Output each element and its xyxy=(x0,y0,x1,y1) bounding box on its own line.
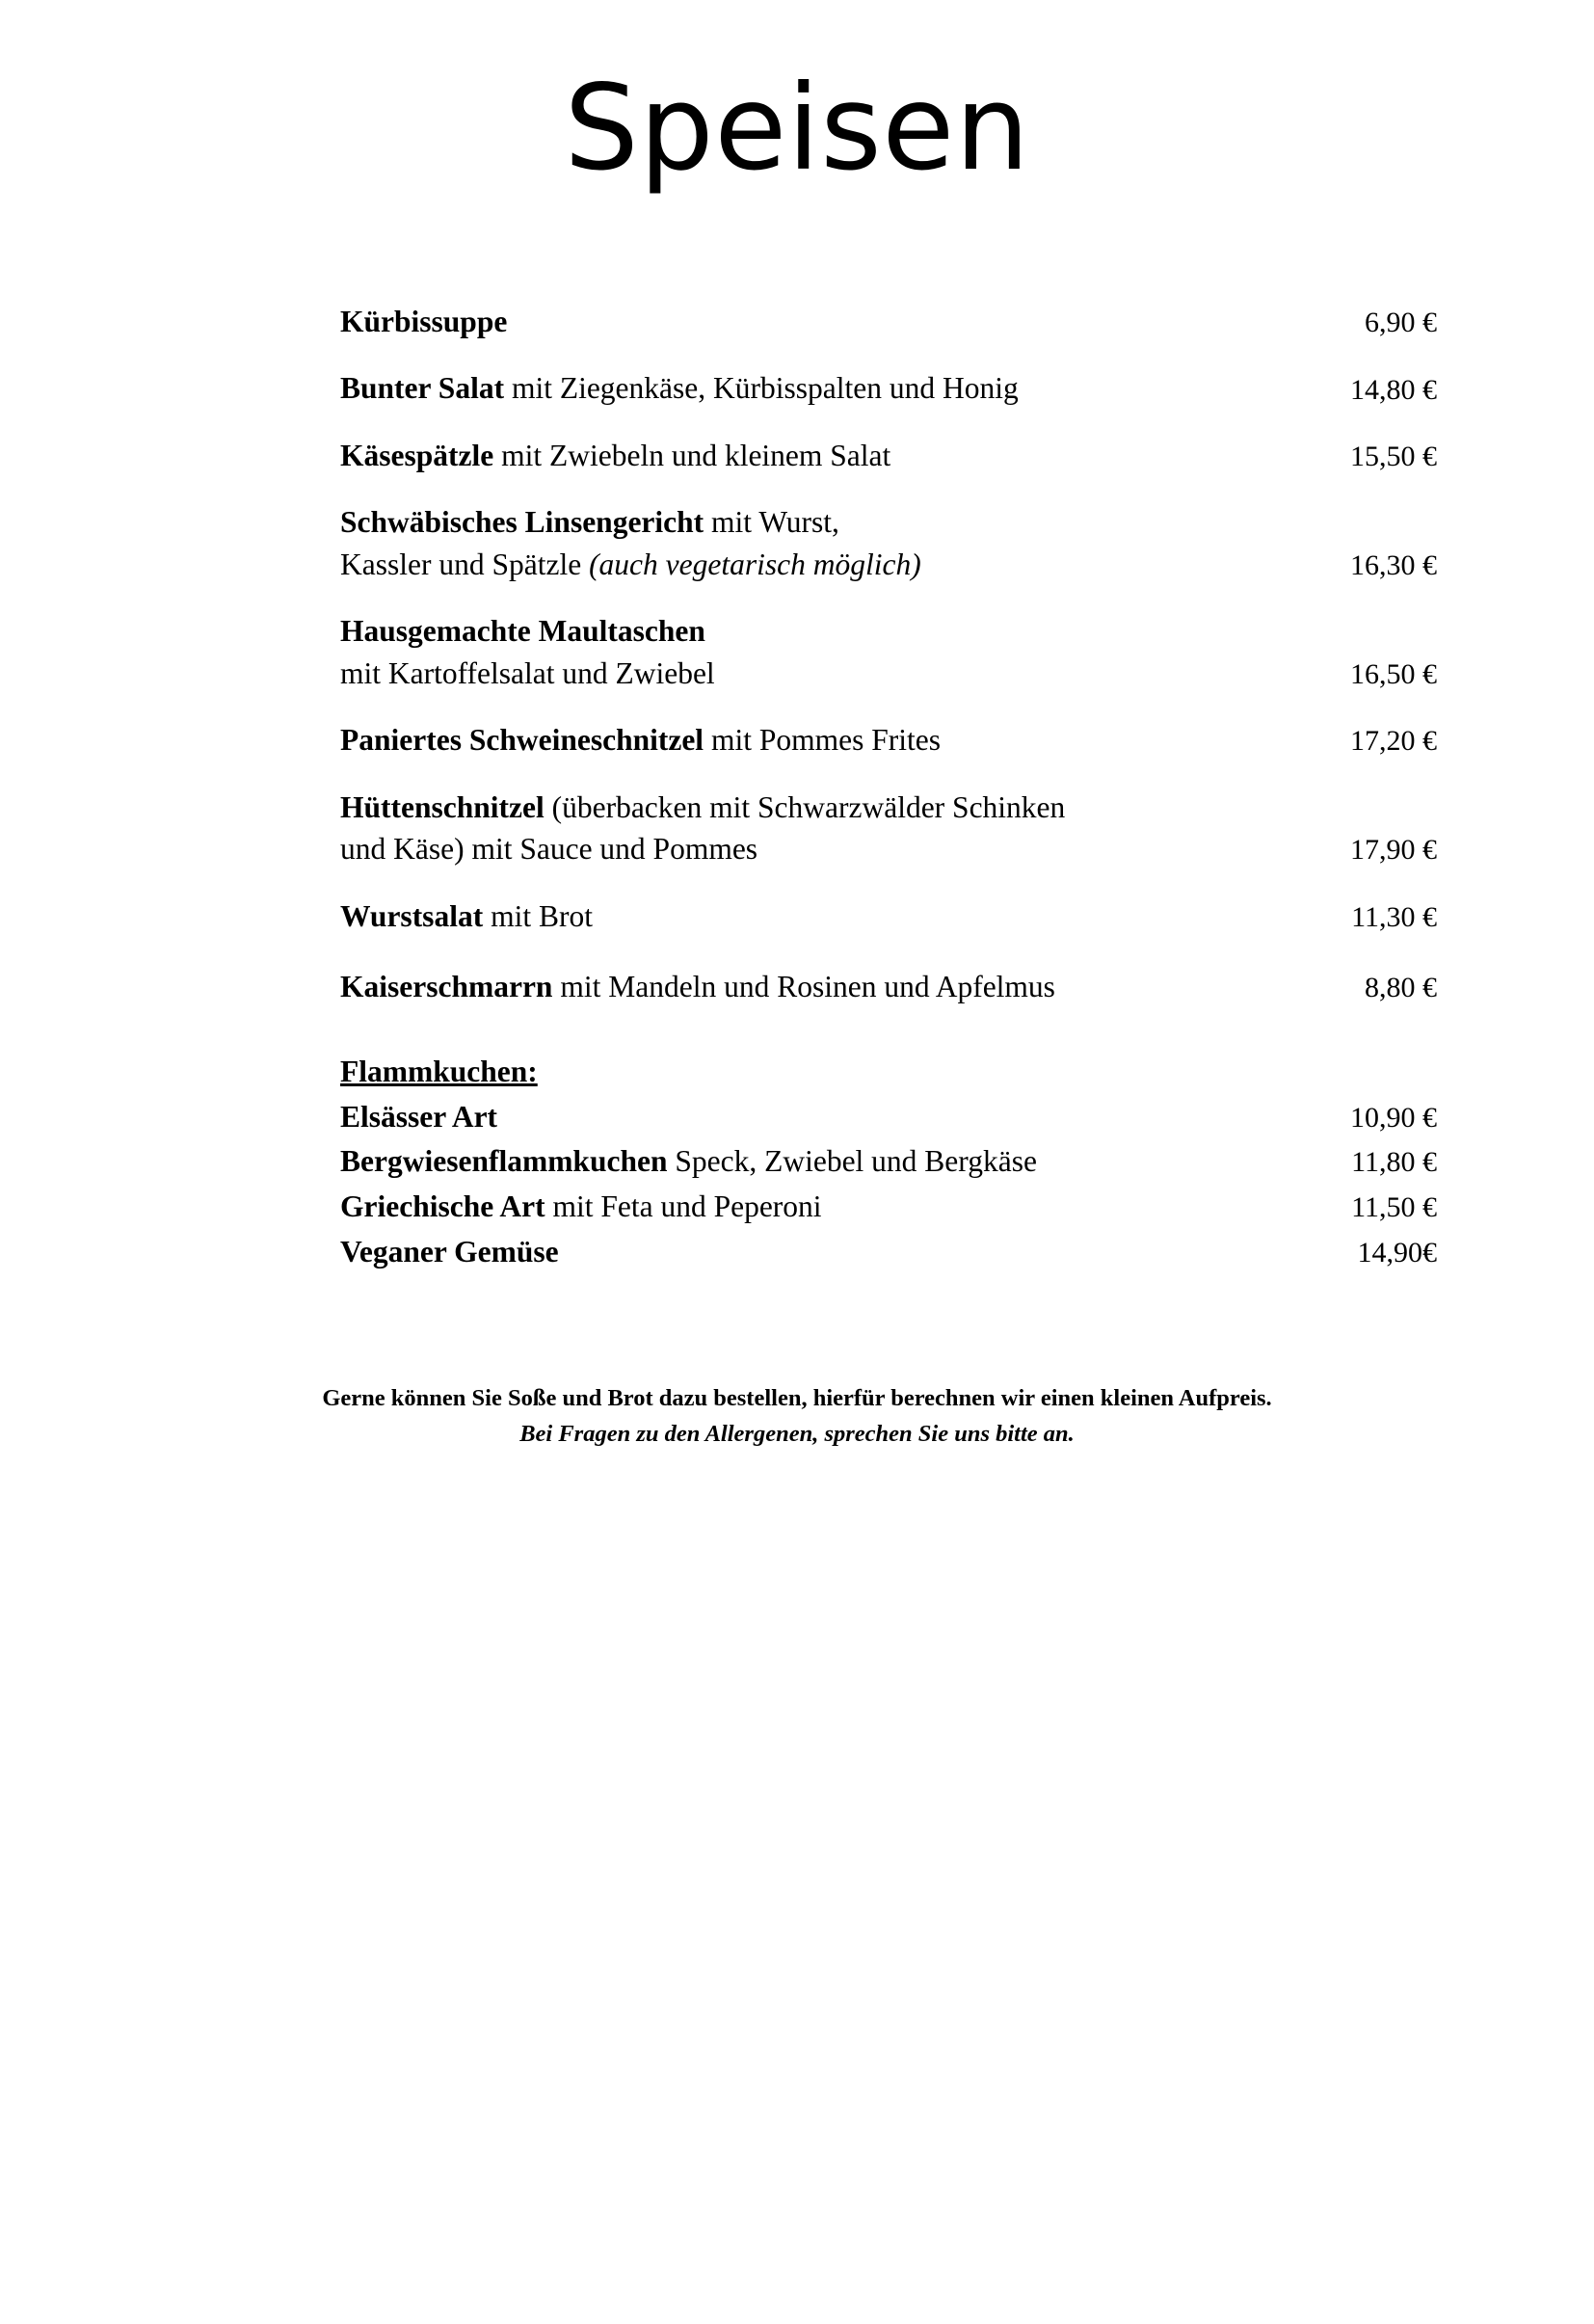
menu-item-price: 11,80 € xyxy=(1351,1146,1437,1179)
menu-item-price: 6,90 € xyxy=(1365,307,1437,339)
menu-item-description xyxy=(340,966,1055,1007)
menu-item-price: 14,90€ xyxy=(1357,1236,1437,1269)
menu-item-price: 15,50 € xyxy=(1350,441,1437,473)
menu-item-price: 11,30 € xyxy=(1351,900,1437,933)
menu-item-line2: mit Kartoffelsalat und Zwiebel xyxy=(340,655,715,690)
menu-item-name: Griechische Art xyxy=(340,1189,545,1223)
menu-item-name: Bunter Salat xyxy=(340,371,505,406)
menu-item-description xyxy=(340,610,715,694)
menu-item-name: Veganer Gemüse xyxy=(340,1234,559,1269)
menu-item-price: 14,80 € xyxy=(1350,373,1437,406)
menu-item xyxy=(340,966,1437,1007)
menu-item-detail: mit Brot xyxy=(483,898,593,933)
menu-item-detail: mit Mandeln und Rosinen und Apfelmus xyxy=(552,970,1055,1004)
menu-item xyxy=(340,895,1437,937)
menu-item-name: Bergwiesenflammkuchen xyxy=(340,1144,668,1179)
menu-item-description xyxy=(340,501,921,585)
menu-item-description xyxy=(340,435,890,476)
menu-item-detail: mit Ziegenkäse, Kürbisspalten und Honig xyxy=(504,371,1019,406)
menu-item-price: 11,50 € xyxy=(1351,1191,1437,1223)
menu-item-detail: mit Feta und Peperoni xyxy=(545,1189,822,1223)
menu-item-detail: mit Pommes Frites xyxy=(704,723,941,758)
menu-item-detail: Speck, Zwiebel und Bergkäse xyxy=(667,1144,1037,1179)
menu-item-price: 16,30 € xyxy=(1350,548,1437,581)
menu-item-description xyxy=(340,1140,1037,1184)
menu-item-name: Paniertes Schweineschnitzel xyxy=(340,723,704,758)
menu-item-detail: mit Zwiebeln und kleinem Salat xyxy=(493,438,891,472)
footnote-extras: Gerne können Sie Soße und Brot dazu bestellen, hierfür berechnen wir einen kleinen Aufpreis. xyxy=(322,1385,1272,1412)
menu-item-name: Kürbissuppe xyxy=(340,305,508,338)
page-title: Speisen xyxy=(564,60,1030,197)
menu-item xyxy=(340,367,1437,409)
menu-item-price: 10,90 € xyxy=(1350,1101,1437,1134)
menu-item xyxy=(340,501,1437,585)
menu-item xyxy=(340,787,1437,870)
footnote-allergens: Bei Fragen zu den Allergenen, sprechen Sie uns bitte an. xyxy=(519,1421,1075,1448)
menu-item-price: 8,80 € xyxy=(1365,972,1437,1004)
menu-item xyxy=(340,435,1437,476)
menu-item-note: (auch vegetarisch möglich) xyxy=(589,547,921,581)
menu-item-price: 16,50 € xyxy=(1350,657,1437,690)
menu-item xyxy=(340,1231,1437,1274)
menu-item-name: Hausgemachte Maultaschen xyxy=(340,614,705,649)
menu-item-line2: Kassler und Spätzle xyxy=(340,547,590,581)
menu-item xyxy=(340,1186,1437,1229)
menu-item-description xyxy=(340,719,941,761)
menu-item-name: Hüttenschnitzel xyxy=(340,789,545,824)
menu-item xyxy=(340,719,1437,761)
footnotes xyxy=(74,1381,1520,1453)
menu-page xyxy=(0,60,1594,2324)
menu-item-line2: und Käse) mit Sauce und Pommes xyxy=(340,832,758,867)
menu-item-description xyxy=(340,1231,559,1274)
menu-item-name: Kaiserschmarrn xyxy=(340,970,553,1004)
menu-item-detail: (überbacken mit Schwarzwälder Schinken xyxy=(544,789,1066,824)
menu-item xyxy=(340,301,1437,342)
menu-item xyxy=(340,1096,1437,1139)
menu-item-description xyxy=(340,1096,497,1139)
menu-item-description xyxy=(340,301,507,342)
menu-item-price: 17,20 € xyxy=(1350,725,1437,758)
menu-item-price: 17,90 € xyxy=(1350,834,1437,867)
menu-item-description xyxy=(340,1186,822,1229)
section-heading-flammkuchen: Flammkuchen: xyxy=(340,1054,538,1088)
menu-item-description xyxy=(340,895,593,937)
menu-item-detail: mit Wurst, xyxy=(704,505,839,540)
menu-item-name: Schwäbisches Linsengericht xyxy=(340,505,704,540)
menu-item-name: Käsespätzle xyxy=(340,438,494,472)
menu-item-name: Elsässer Art xyxy=(340,1099,498,1134)
menu-list xyxy=(151,301,1443,1273)
menu-item-name: Wurstsalat xyxy=(340,898,484,933)
menu-item xyxy=(340,1140,1437,1184)
menu-item-description xyxy=(340,787,1065,870)
menu-item-description xyxy=(340,367,1019,409)
menu-item xyxy=(340,610,1437,694)
